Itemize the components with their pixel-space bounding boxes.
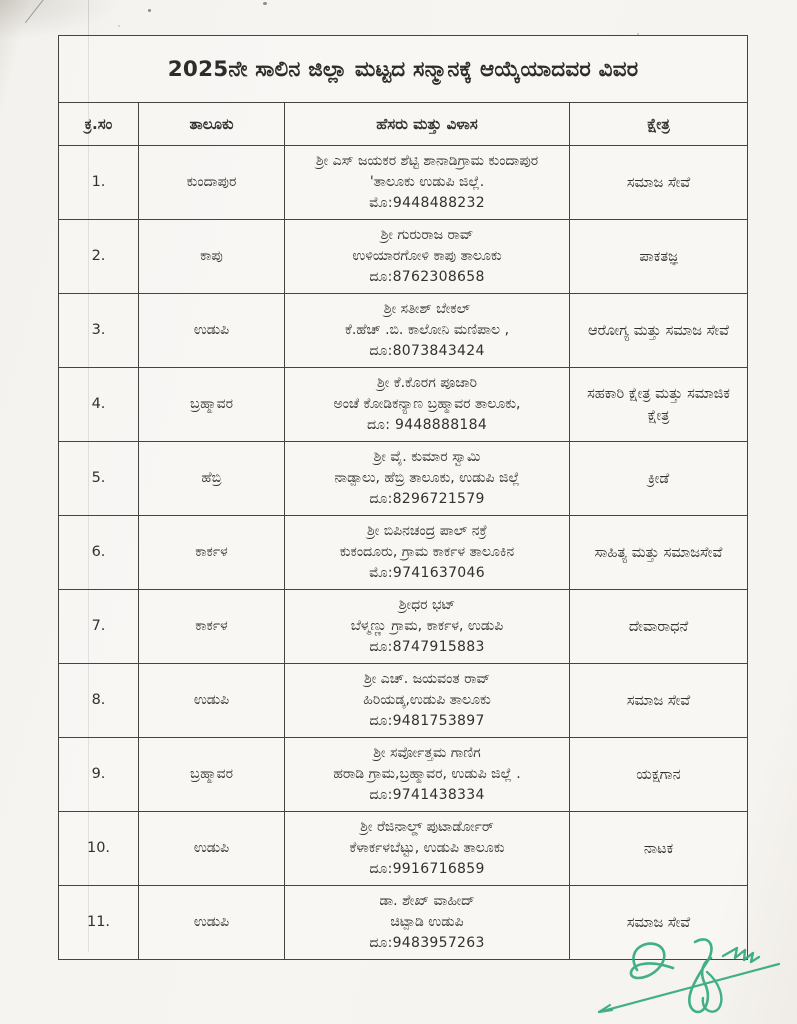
taluk-cell: ಕಾರ್ಕಳ [139,516,285,590]
table-row [59,368,748,442]
table-body [59,146,748,960]
address-line: ದೂ:8747915883 [369,639,485,655]
address-line: ಕೆ.ಹೆಚ್ .ಬಿ. ಕಾಲೋನಿ ಮಣಿಪಾಲ , [344,322,510,338]
field-cell: ನಾಟಕ [570,812,748,886]
address-line: ನಾಡ್ಪಾಲು, ಹೆಬ್ರಿ ತಾಲೂಕು, ಉಡುಪಿ ಜಿಲ್ಲೆ [334,470,520,486]
address-line: ದೂ:8296721579 [369,491,485,507]
address-line: ಶ್ರೀ ವೈ. ಕುಮಾರ ಸ್ವಾಮಿ [373,449,481,465]
field-cell: ಸಮಾಜ ಸೇವೆ [570,886,748,960]
field-cell: ಸಹಕಾರಿ ಕ್ಷೇತ್ರ ಮತ್ತು ಸಮಾಜಿಕ ಕ್ಷೇತ್ರ [570,368,748,442]
address-line: ದೂ: 9448888184 [366,417,488,433]
address-line: ಕೆಳಾರ್ಕಳಬೆಟ್ಟು, ಉಡುಪಿ ತಾಲೂಕು [349,840,505,856]
address-line: ದೂ:9481753897 [369,713,485,729]
address-line: ದೂ:8762308658 [369,269,485,285]
taluk-cell: ಬ್ರಹ್ಮಾವರ [139,738,285,812]
field-cell: ಸಮಾಜ ಸೇವೆ [570,664,748,738]
table-row [59,664,748,738]
title-row [59,36,748,103]
address-line: ಡಾ. ಶೇಖ್ ವಾಹೀದ್ [379,893,475,909]
address-line: ಶ್ರೀ ಎಸ್ ಜಯಕರ ಶೆಟ್ಟಿ ಶಾನಾಡಿಗ್ರಾಮ ಕುಂದಾಪುರ [315,153,539,169]
taluk-cell: ಕಾಪು [139,220,285,294]
taluk-cell: ಹೆಬ್ರಿ [139,442,285,516]
address-line: ಶ್ರೀ ಎಚ್. ಜಯವಂತ ರಾವ್ [363,671,491,687]
taluk-cell: ಬ್ರಹ್ಮಾವರ [139,368,285,442]
document-title: 2025ನೇ ಸಾಲಿನ ಜಿಲ್ಲಾ ಮಟ್ಟದ ಸನ್ಮಾನಕ್ಕೆ ಆಯ್ಕೆಯಾದವರ ವಿವರ [59,36,748,103]
address-line: ಶ್ರೀ ರೆಜಿನಾಲ್ಡ್ ಪುಟಾರ್ಡೋರ್ [360,819,494,835]
slno-cell: 5. [59,442,139,516]
slno-cell: 7. [59,590,139,664]
slno-cell: 4. [59,368,139,442]
table-row [59,886,748,960]
table-row [59,220,748,294]
name-address-cell [285,812,570,886]
name-address-cell [285,516,570,590]
taluk-cell: ಕಾರ್ಕಳ [139,590,285,664]
taluk-cell: ಉಡುಪಿ [139,664,285,738]
felicitation-table [58,35,748,960]
slno-cell: 11. [59,886,139,960]
address-line: ಹಿರಿಯಡ್ಕ,ಉಡುಪಿ ತಾಲೂಕು [363,692,491,708]
name-address-cell [285,664,570,738]
scan-corner-shadow [0,0,120,40]
name-address-cell [285,294,570,368]
slno-cell: 8. [59,664,139,738]
address-line: ದೂ:9483957263 [369,935,485,951]
address-line: ಶ್ರೀಧರ ಭಟ್ [398,597,456,613]
address-line: ಅಂಚೆ ಕೋಡಿಕನ್ಯಾಣ ಬ್ರಹ್ಮಾವರ ತಾಲೂಕು, [333,396,521,412]
field-cell: ಪಾಕತಜ್ಞ [570,220,748,294]
taluk-cell: ಉಡುಪಿ [139,294,285,368]
table-row [59,294,748,368]
address-line: ಉಳಿಯಾರಗೋಳಿ ಕಾಪು ತಾಲೂಕು [352,248,502,264]
field-cell: ಸಮಾಜ ಸೇವೆ [570,146,748,220]
slno-cell: 2. [59,220,139,294]
table-row [59,516,748,590]
scan-speck [148,9,151,12]
table-row [59,146,748,220]
scan-speck [263,2,267,5]
slno-cell: 3. [59,294,139,368]
table-row [59,738,748,812]
name-address-cell [285,220,570,294]
name-address-cell [285,442,570,516]
scan-speck [118,25,120,27]
column-header-slno: ಕ್ರ.ಸಂ [59,103,139,146]
name-address-cell [285,738,570,812]
column-header-taluk: ತಾಲೂಕು [139,103,285,146]
slno-cell: 10. [59,812,139,886]
name-address-cell [285,368,570,442]
table-row [59,812,748,886]
taluk-cell: ಉಡುಪಿ [139,886,285,960]
address-line: ಶ್ರೀ ಕೆ.ಕೊರಗ ಪೂಜಾರಿ [376,375,478,391]
name-address-cell [285,590,570,664]
address-line: ಮೊ:9448488232 [369,195,485,211]
column-header-row [59,103,748,146]
column-header-name-address: ಹೆಸರು ಮತ್ತು ವಿಳಾಸ [285,103,570,146]
address-line: ಮೊ:9741637046 [369,565,485,581]
address-line: ಚಿಟ್ಪಾಡಿ ಉಡುಪಿ [390,914,464,930]
field-cell: ಆರೋಗ್ಯ ಮತ್ತು ಸಮಾಜ ಸೇವೆ [570,294,748,368]
address-line: ಶ್ರೀ ಬಿಪಿನಚಂದ್ರ ಪಾಲ್ ನಕ್ರೆ [366,523,488,539]
taluk-cell: ಕುಂದಾಪುರ [139,146,285,220]
address-line: ದೂ:8073843424 [369,343,485,359]
address-line: ಶ್ರೀ ಸತೀಶ್ ಬೇಕಲ್ [383,301,471,317]
name-address-cell [285,886,570,960]
slno-cell: 6. [59,516,139,590]
slno-cell: 1. [59,146,139,220]
address-line: ಶ್ರೀ ಸರ್ವೋತ್ತಮ ಗಾಣಿಗ [373,745,481,761]
address-line: ಶ್ರೀ ಗುರುರಾಜ ರಾವ್ [380,227,474,243]
table-row [59,590,748,664]
address-line: ದೂ:9916716859 [369,861,485,877]
address-line: 'ತಾಲೂಕು ಉಡುಪಿ ಜಿಲ್ಲೆ. [369,174,485,190]
field-cell: ಯಕ್ಷಗಾನ [570,738,748,812]
address-line: ಹರಾಡಿ ಗ್ರಾಮ,ಬ್ರಹ್ಮಾವರ, ಉಡುಪಿ ಜಿಲ್ಲೆ . [333,766,521,782]
address-line: ಕುಕಂದೂರು, ಗ್ರಾಮ ಕಾರ್ಕಳ ತಾಲೂಕಿನ [339,544,515,560]
address-line: ದೂ:9741438334 [369,787,485,803]
field-cell: ಸಾಹಿತ್ಯ ಮತ್ತು ಸಮಾಜಸೇವೆ [570,516,748,590]
column-header-field: ಕ್ಷೇತ್ರ [570,103,748,146]
taluk-cell: ಉಡುಪಿ [139,812,285,886]
table-row [59,442,748,516]
address-line: ಬೆಳ್ಮಣ್ಣು ಗ್ರಾಮ, ಕಾರ್ಕಳ, ಉಡುಪಿ [350,618,504,634]
field-cell: ದೇವಾರಾಧನೆ [570,590,748,664]
field-cell: ಕ್ರೀಡೆ [570,442,748,516]
slno-cell: 9. [59,738,139,812]
name-address-cell [285,146,570,220]
